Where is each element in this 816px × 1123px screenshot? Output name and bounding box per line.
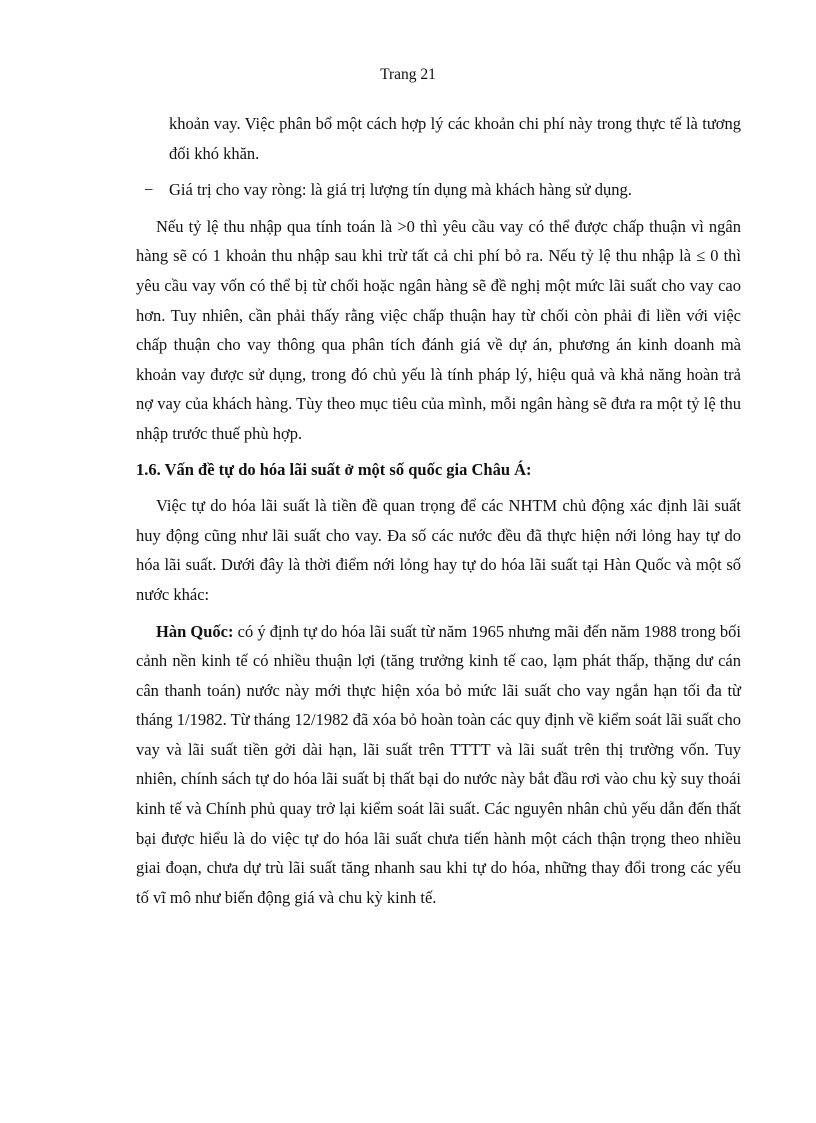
- list-item-net-loan-value: [136, 175, 741, 205]
- paragraph-korea: [136, 617, 741, 913]
- section-heading: 1.6. Vấn đề tự do hóa lãi suất ở một số quốc gia Châu Á:: [136, 459, 532, 479]
- korea-lead-term: Hàn Quốc:: [156, 621, 234, 641]
- list-item-text: Giá trị cho vay ròng: là giá trị lượng tín dụng mà khách hàng sử dụng.: [169, 180, 632, 200]
- continued-list-text: khoản vay. Việc phân bổ một cách hợp lý các khoản chi phí này trong thực tế là tương đối khó khăn.: [169, 114, 741, 163]
- dash-bullet: −: [144, 180, 154, 200]
- korea-paragraph-text: có ý định tự do hóa lãi suất từ năm 1965 nhưng mãi đến năm 1988 trong bối cảnh nền kinh tế có nhiều thuận lợi (tăng trưởng kinh tế cao, lạm phát thấp, thặng dư cán cân thanh toán) nước này mới thực hiện xóa bỏ mức lãi suất cho vay ngắn hạn tối đa từ tháng 1/1982. Từ tháng 12/1982 đã xóa bỏ hoàn toàn các quy định về kiểm soát lãi suất cho vay và lãi suất tiền gởi dài hạn, lãi suất trên TTTT và lãi suất trên thị trường vốn. Tuy nhiên, chính sách tự do hóa lãi suất bị thất bại do nước này bắt đầu rơi vào chu kỳ suy thoái kinh tế và Chính phủ quay trở lại kiểm soát lãi suất. Các nguyên nhân chủ yếu dẫn đến thất bại được hiểu là do việc tự do hóa lãi suất chưa tiến hành một cách thận trọng theo nhiều giai đoạn, chưa dự trù lãi suất tăng nhanh sau khi tự do hóa, những thay đổi trong các yếu tố vĩ mô như biến động giá và chu kỳ kinh tế.: [136, 621, 742, 907]
- paragraph-liberalization-intro: Việc tự do hóa lãi suất là tiền đề quan trọng để các NHTM chủ động xác định lãi suất huy động cũng như lãi suất cho vay. Đa số các nước đều đã thực hiện nới lỏng hay tự do hóa lãi suất. Dưới đây là thời điểm nới lỏng hay tự do hóa lãi suất tại Hàn Quốc và một số nước khác:: [136, 496, 741, 604]
- paragraph-income-ratio: Nếu tỷ lệ thu nhập qua tính toán là >0 thì yêu cầu vay có thể được chấp thuận vì ngân hàng sẽ có 1 khoản thu nhập sau khi trừ tất cả chi phí bỏ ra. Nếu tỷ lệ thu nhập là ≤ 0 thì yêu cầu vay vốn có thể bị từ chối hoặc ngân hàng sẽ đề nghị một mức lãi suất cho vay cao hơn. Tuy nhiên, cần phải thấy rằng việc chấp thuận hay từ chối còn phải đi liền với việc chấp thuận cho vay thông qua phân tích đánh giá về dự án, phương án kinh doanh mà khoản vay được sử dụng, trong đó chủ yếu là tính pháp lý, hiệu quả và khả năng hoàn trả nợ vay của khách hàng. Tùy theo mục tiêu của mình, mỗi ngân hàng sẽ đưa ra một tỷ lệ thu nhập trước thuế phù hợp.: [136, 216, 741, 443]
- page-number-header: Trang 21: [380, 66, 436, 83]
- page-body: [136, 109, 741, 912]
